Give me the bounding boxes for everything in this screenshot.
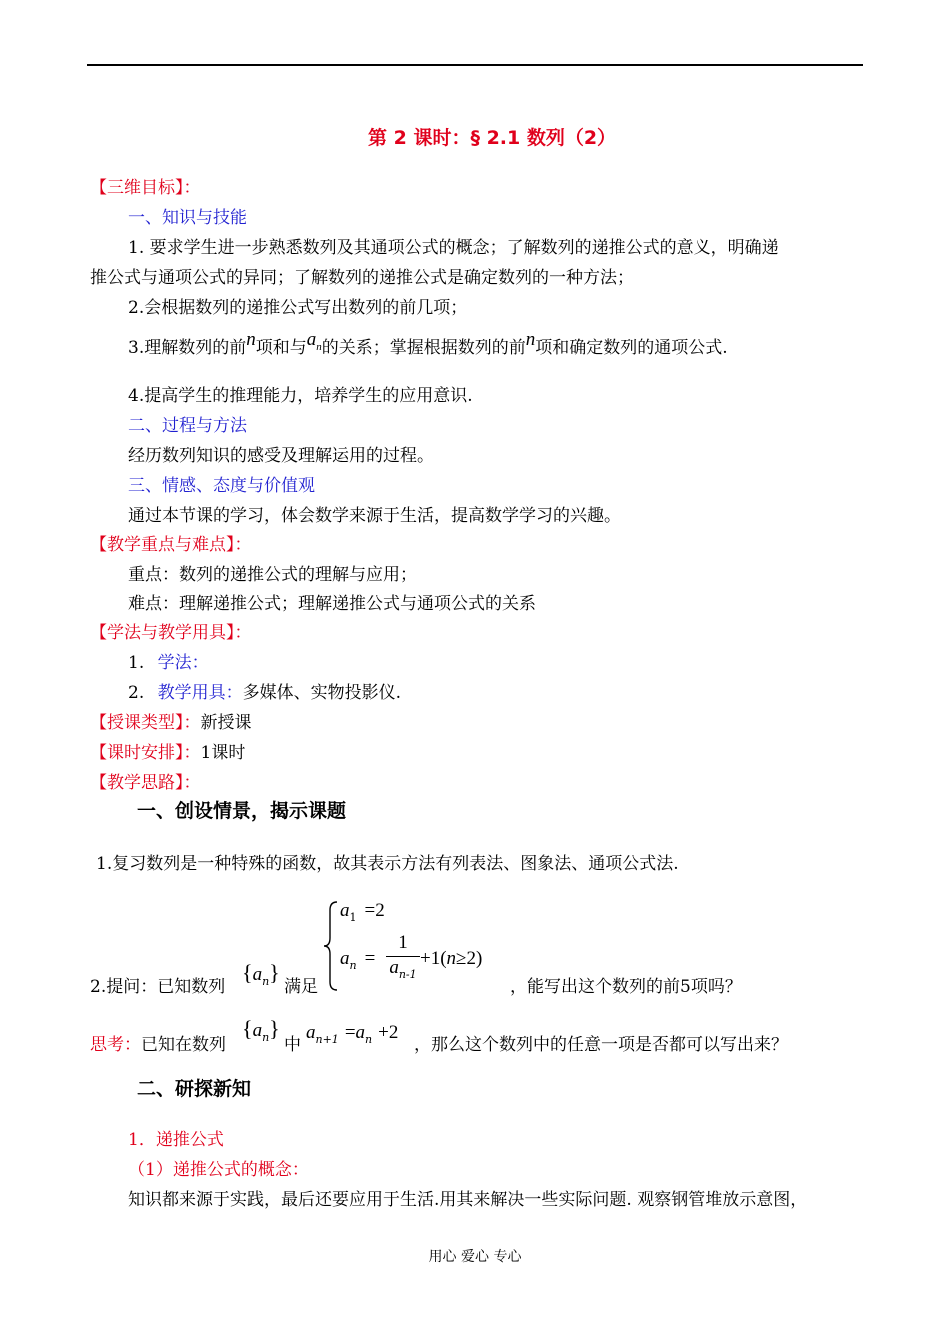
page-footer: 用心 爱心 专心 <box>428 1249 522 1265</box>
think-mid: 中 <box>284 1035 301 1055</box>
part1-heading: 一、创设情景，揭示课题 <box>137 800 347 822</box>
goal2-heading: 二、过程与方法 <box>128 416 247 436</box>
var-a-n: $a_n$ <box>306 329 322 353</box>
goal1-item1-line1: 1. 要求学生进一步熟悉数列及其通项公式的概念；了解数列的递推公式的意义，明确递 <box>128 238 779 258</box>
question-prefix: 2.提问：已知数列 <box>90 977 226 997</box>
review-text: 1.复习数列是一种特殊的函数，故其表示方法有列表法、图象法、通项公式法. <box>96 854 679 874</box>
last-line: 知识都来源于实践，最后还要应用于生活.用其来解决一些实际问题. 观察钢管堆放示意图， <box>128 1190 808 1210</box>
section-type <box>90 711 252 735</box>
section-type-value: 新授课 <box>200 713 252 733</box>
page-title: 第 2 课时：§ 2.1 数列（2） <box>368 127 617 149</box>
goal1-heading: 一、知识与技能 <box>128 208 247 228</box>
think-equation: $a_{n+1} =a_n +2$ <box>306 1022 399 1046</box>
tool1 <box>128 651 209 675</box>
section-type-label: 【授课类型】： <box>90 713 201 733</box>
var-n: n <box>246 329 256 350</box>
question-line <box>90 975 225 999</box>
goal1-item3-text-a: 3.理解数列的前 <box>128 338 247 358</box>
section-thinking: 【教学思路】： <box>90 773 201 793</box>
sequence-an-2: $\{a_n\}$ <box>242 1016 280 1044</box>
section-time <box>90 741 245 765</box>
goal1-item3 <box>128 329 728 362</box>
part2-heading: 二、研探新知 <box>137 1078 252 1100</box>
tool2 <box>128 681 401 705</box>
goal1-item3-text-c: 的关系；掌握根据数列的前 <box>321 338 526 358</box>
think-suffix: ，那么这个数列中的任意一项是否都可以写出来？ <box>414 1035 788 1055</box>
think-prefix: 已知在数列 <box>141 1035 226 1055</box>
goal1-item2: 2.会根据数列的递推公式写出数列的前几项； <box>128 298 468 318</box>
section-time-value: 1课时 <box>200 743 246 763</box>
goal3-heading: 三、情感、态度与价值观 <box>128 476 315 496</box>
sequence-an: $\{a_n\}$ <box>242 960 280 988</box>
eq1: $a_1 =2$ <box>340 900 385 924</box>
eq2: $a_n$ = <box>340 948 376 972</box>
think-line <box>90 1033 226 1057</box>
sub1-1-heading: （1）递推公式的概念： <box>128 1160 309 1180</box>
eq2-tail: +1(n≥2) <box>420 948 483 969</box>
section-tools: 【学法与教学用具】： <box>90 623 252 643</box>
think-label: 思考： <box>90 1035 141 1055</box>
header-rule <box>87 64 863 66</box>
goal1-item1-line2: 推公式与通项公式的异同；了解数列的递推公式是确定数列的一种方法； <box>90 268 634 288</box>
tool1-num: 1. <box>128 653 145 673</box>
keypoint-text: 重点：数列的递推公式的理解与应用； <box>128 565 417 585</box>
goal1-item3-text-d: 项和确定数列的通项公式. <box>535 338 728 358</box>
section-keypoints: 【教学重点与难点】： <box>90 535 252 555</box>
section-time-label: 【课时安排】： <box>90 743 201 763</box>
tool2-label: 教学用具： <box>157 683 243 703</box>
goal1-item3-text-b: 项和与 <box>255 338 307 358</box>
eq2-numerator: 1 <box>398 932 408 953</box>
tool2-num: 2. <box>128 683 145 703</box>
goal1-item4: 4.提高学生的推理能力，培养学生的应用意识. <box>128 386 473 406</box>
sub1-heading: 1．递推公式 <box>128 1130 224 1150</box>
difficulty-text: 难点：理解递推公式；理解递推公式与通项公式的关系 <box>128 594 536 614</box>
goal3-text: 通过本节课的学习，体会数学来源于生活，提高数学学习的兴趣。 <box>128 506 621 526</box>
recurrence-system <box>322 898 522 994</box>
eq2-denominator: $a_{n-1}$ <box>389 957 417 981</box>
eq2-fraction <box>386 932 420 981</box>
question-mid: 满足 <box>284 977 318 997</box>
goal2-text: 经历数列知识的感受及理解运用的过程。 <box>128 446 434 466</box>
left-brace-icon <box>322 898 342 994</box>
tool2-text: 多媒体、实物投影仪. <box>242 683 402 703</box>
tool1-label: 学法： <box>157 653 209 673</box>
var-n-2: n <box>525 329 536 350</box>
question-suffix: ，能写出这个数列的前5项吗？ <box>510 977 742 997</box>
section-goals: 【三维目标】： <box>90 178 201 198</box>
